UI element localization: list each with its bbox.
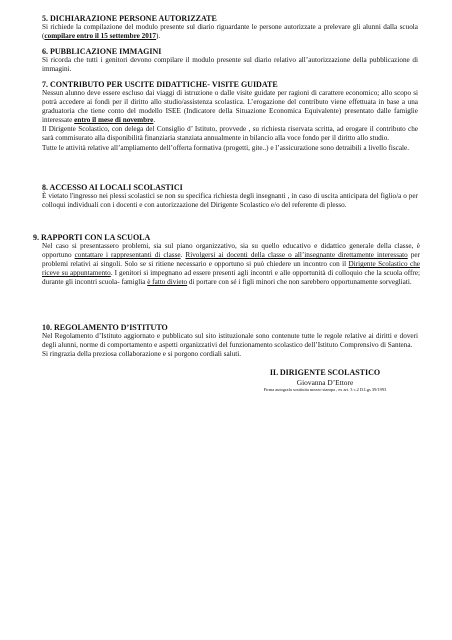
section-9-heading: 9. RAPPORTI CON LA SCUOLA: [33, 233, 151, 242]
section-5-text-a: Si richiede la compilazione del modulo presente sul diario riguardante le persone autorizzate a prelevare gli alunni dalla scuola (: [42, 23, 418, 41]
section-6: [42, 47, 418, 74]
section-10-paragraph-2: Si ringrazia della preziosa collaborazione e si porgono cordiali saluti.: [42, 350, 242, 359]
section-10-paragraph-1: Nel Regolamento d’Istituto aggiornato e pubblicato sul sito istituzionale sono contenute tutte le regole relative ai diritti e doveri degli alunni, norme di comportamento e aspetti organizzativi del funzionamento scolastico dell’Istituto Comprensivo di Santena.: [42, 332, 418, 350]
section-8-text: È vietato l'ingresso nei plessi scolastici se non su specifica richiesta degli insegnanti , in caso di uscita anticipata del figlio/a o per colloqui individuali con i docenti e con autorizzazione del Dirigente Scolastico e/o del referente di plesso.: [42, 192, 418, 210]
section-6-heading: 6. PUBBLICAZIONE IMMAGINI: [42, 47, 162, 56]
section-7-heading: 7. CONTRIBUTO PER USCITE DIDATTICHE- VISITE GUIDATE: [42, 80, 278, 89]
section-7-paragraph-3: Tutte le attività relative all’ampliamento dell’offerta formativa (progetti, gite..) e l’assicurazione sono detraibili a livello fiscale.: [42, 143, 410, 152]
section-5-text-c: ).: [156, 32, 161, 41]
section-7-p1-a: Nessun alunno deve essere escluso dai viaggi di istruzione o dalle visite guidate per ragioni di carattere economico; allo scopo si potrà accedere ai fondi per il diritto allo studio/assistenza scolastica. L’erogazione del contributo viene effettuata in base a una graduatoria che tiene conto del modello ISEE (Indicatore della Situazione Economica Equivalente) presentato dalle famiglie interessate: [42, 89, 418, 125]
section-10: [42, 323, 418, 359]
section-6-text: Si ricorda che tutti i genitori devono compilare il modulo presente sul diario relativo all’autorizzazione della pubblicazione di immagini.: [42, 56, 418, 74]
section-9-text: [33, 242, 420, 287]
section-9-contact-teachers: Rivolgersi ai docenti della classe o all’insegnante direttamente interessato: [185, 251, 408, 260]
signature-note: Firma autografa sostituita mezzo stampa , ex art. 3 c.2 D.Lgs 39/1993: [263, 387, 387, 392]
signature-title: IL DIRIGENTE SCOLASTICO: [269, 368, 381, 377]
section-5-deadline: compilare entro il 15 settembre 2017: [44, 32, 156, 41]
section-9-t9: di portare con sé i figli minori che non sarebbero opportunamente sorvegliati.: [187, 278, 412, 287]
section-7-paragraph-2: Il Dirigente Scolastico, con delega del Consiglio d’ Istituto, provvede , su richiesta riservata scritta, ad erogare il contributo che sarà commisurato alla disponibilità finanziaria stanziata annualmente in bilancio alla voce fondo per il diritto allo studio.: [42, 125, 418, 143]
signature-block: [230, 368, 420, 393]
section-9-t5: per problemi relativi ai singoli. Solo se si ritiene necessario e opportuno si può chiedere un incontro con il: [42, 251, 421, 269]
section-9-prohibition: è fatto divieto: [147, 278, 188, 287]
section-9-t3: .: [180, 251, 186, 260]
section-8: [42, 183, 418, 210]
section-7-deadline: entro il mese di novembre: [74, 116, 154, 125]
section-7: [42, 80, 418, 153]
signature-name: Giovanna D’Ettore: [296, 378, 354, 387]
section-9: [33, 233, 420, 287]
section-9-t7: . I genitori si impegnano ad essere presenti agli incontri e alle opportunità di colloquio che la scuola offre; durante gli incontri scuola- famiglia: [42, 269, 420, 287]
section-8-heading: 8. ACCESSO AI LOCALI SCOLASTICI: [42, 183, 183, 192]
section-9-contact-representatives: contattare i rappresentanti di classe: [74, 251, 181, 260]
section-5-text: [42, 23, 418, 41]
section-5-heading: 5. DICHIARAZIONE PERSONE AUTORIZZATE: [42, 14, 217, 23]
section-10-heading: 10. REGOLAMENTO D’ISTITUTO: [42, 323, 168, 332]
section-7-paragraph-1: [42, 89, 418, 125]
section-5: [42, 14, 418, 41]
section-9-principal-appointment: Dirigente Scolastico che riceve su appuntamento: [42, 260, 420, 278]
section-7-p1-c: .: [153, 116, 156, 125]
section-9-t1: Nel caso si presentassero problemi, sia sul piano organizzativo, sia su quello educativo e didattico generale della classe, è opportuno: [42, 242, 420, 260]
